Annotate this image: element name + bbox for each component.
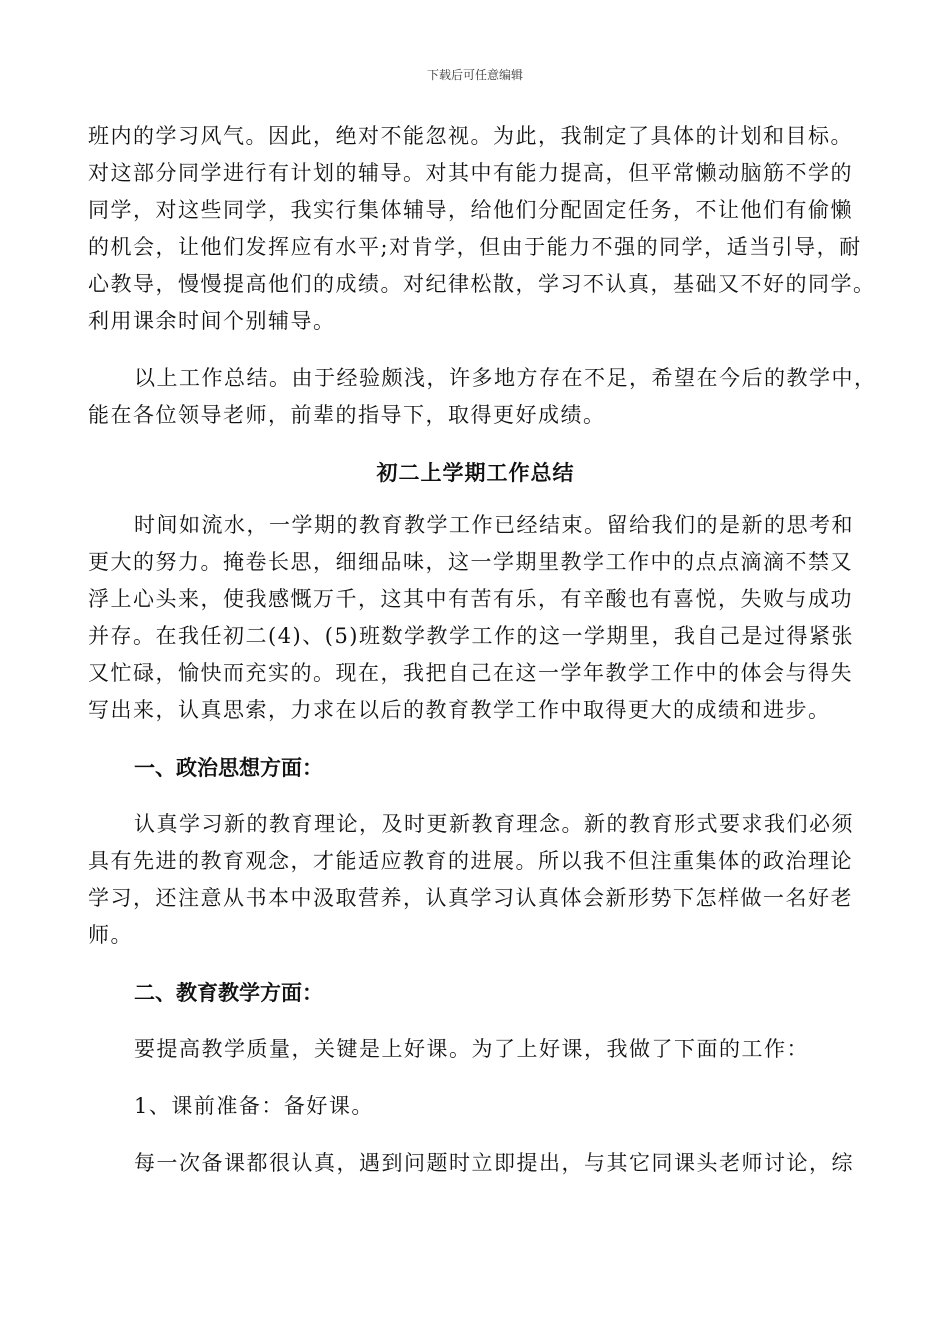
heading-teaching: 二、教育教学方面：	[134, 980, 323, 1005]
paragraph-line: 时间如流水，一学期的教育教学工作已经结束。留给我们的是新的思考和	[134, 513, 854, 537]
paragraph-3	[88, 507, 863, 729]
paragraph-line: 心教导，慢慢提高他们的成绩。对纪律松散，学习不认真，基础又不好的同学。	[88, 272, 876, 296]
list-item-1: 1、课前准备：备好课。	[134, 1094, 374, 1118]
paragraph-4	[88, 806, 863, 954]
paragraph-line: 并存。在我任初二(4)、(5)班数学教学工作的这一学期里，我自己是过得紧张	[88, 624, 854, 648]
paragraph-line: 能在各位领导老师，前辈的指导下，取得更好成绩。	[88, 403, 606, 427]
paragraph-line: 认真学习新的教育理论，及时更新教育理念。新的教育形式要求我们必须	[134, 812, 854, 836]
paragraph-line: 的机会，让他们发挥应有水平;对肯学，但由于能力不强的同学，适当引导，耐	[88, 235, 862, 259]
paragraph-line: 同学，对这些同学，我实行集体辅导，给他们分配固定任务，不让他们有偷懒	[88, 198, 853, 222]
paragraph-line: 写出来，认真思索，力求在以后的教育教学工作中取得更大的成绩和进步。	[88, 698, 831, 722]
paragraph-5: 要提高教学质量，关键是上好课。为了上好课，我做了下面的工作：	[134, 1037, 809, 1061]
paragraph-line: 具有先进的教育观念，才能适应教育的进展。所以我不但注重集体的政治理论	[88, 849, 853, 873]
section-title: 初二上学期工作总结	[376, 460, 575, 485]
paragraph-line: 师。	[88, 923, 133, 947]
paragraph-2	[88, 360, 877, 434]
page-header: 下载后可任意编辑	[426, 68, 523, 82]
paragraph-line: 更大的努力。掩卷长思，细细品味，这一学期里教学工作中的点点滴滴不禁又	[88, 550, 853, 574]
paragraph-line: 以上工作总结。由于经验颇浅，许多地方存在不足，希望在今后的教学中，	[134, 366, 877, 390]
paragraph-6: 每一次备课都很认真，遇到问题时立即提出，与其它同课头老师讨论，综	[134, 1151, 854, 1175]
paragraph-line: 浮上心头来，使我感慨万千，这其中有苦有乐，有辛酸也有喜悦，失败与成功	[88, 587, 853, 611]
heading-politics: 一、政治思想方面：	[134, 755, 323, 780]
paragraph-line: 对这部分同学进行有计划的辅导。对其中有能力提高，但平常懒动脑筋不学的	[88, 161, 853, 185]
paragraph-line: 利用课余时间个别辅导。	[88, 309, 336, 333]
paragraph-line: 又忙碌，愉快而充实的。现在，我把自己在这一学年教学工作中的体会与得失	[88, 661, 853, 685]
paragraph-line: 班内的学习风气。因此，绝对不能忽视。为此，我制定了具体的计划和目标。	[88, 124, 853, 148]
paragraph-1	[88, 118, 876, 340]
document-body	[88, 118, 877, 1182]
paragraph-line: 学习，还注意从书本中汲取营养，认真学习认真体会新形势下怎样做一名好老	[88, 886, 853, 910]
